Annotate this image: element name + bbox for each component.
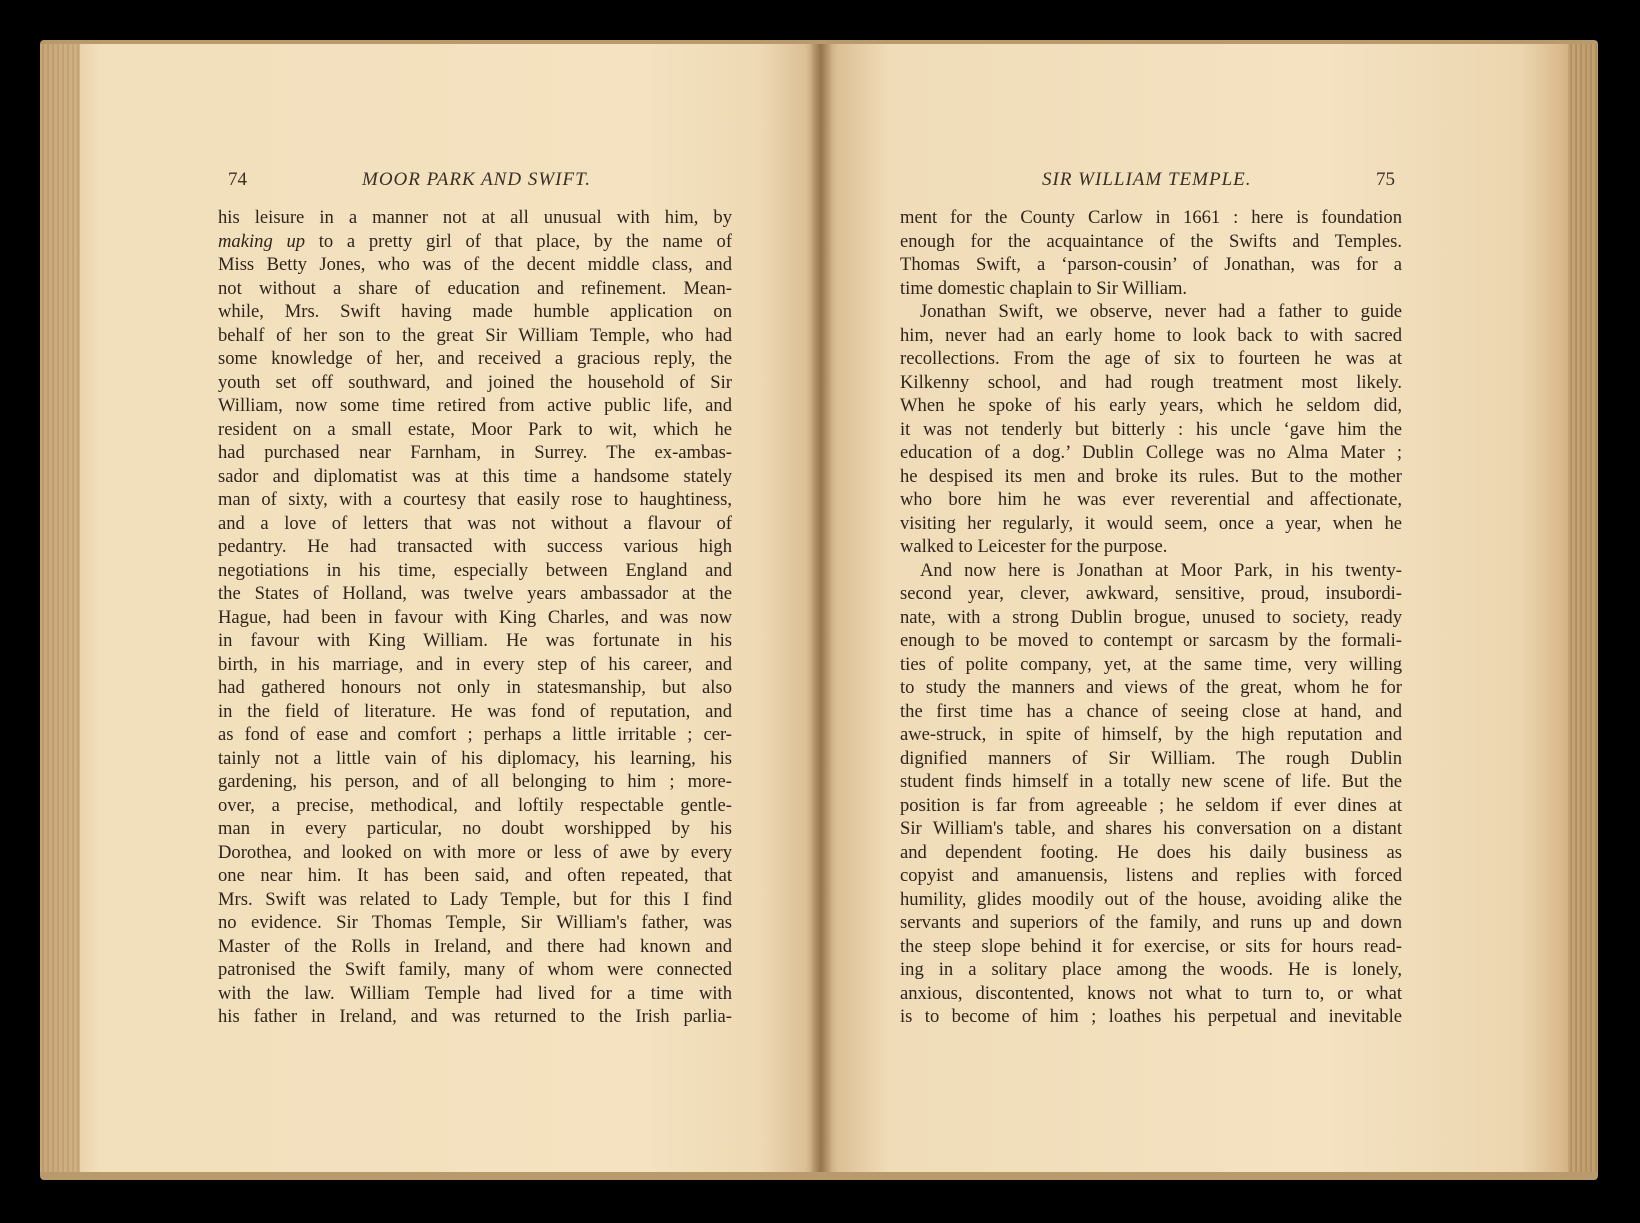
text-line: copyist and amanuensis, listens and replies with forced (900, 865, 1402, 886)
text-line: in the field of literature. He was fond of reputation, and (218, 700, 732, 722)
text-line: Dorothea, and looked on with more or less of awe by every (218, 841, 732, 863)
text-line: enough to be moved to contempt or sarcasm by the formali- (900, 630, 1402, 651)
text-line: man in every particular, no doubt worshipped by his (218, 818, 732, 839)
text-line: no evidence. Sir Thomas Temple, Sir William's father, was (218, 912, 732, 933)
text-line: servants and superiors of the family, and runs up and down (900, 912, 1402, 933)
page-edges-right (1568, 44, 1598, 1172)
text-line: tainly not a little vain of his diplomacy, his learning, his (218, 747, 732, 769)
right-page (820, 44, 1598, 1172)
text-line: walked to Leicester for the purpose. (900, 536, 1168, 557)
text-line: to study the manners and views of the great, whom he for (900, 677, 1402, 698)
text-line: patronised the Swift family, many of whom were connected (218, 959, 732, 980)
text-line: gardening, his person, and of all belonging to him ; more- (218, 771, 732, 792)
text-line: education of a dog.’ Dublin College was no Alma Mater ; (900, 442, 1402, 463)
text-line: and dependent footing. He does his daily business as (900, 841, 1402, 863)
text-line: some knowledge of her, and received a gracious reply, the (218, 348, 732, 369)
text-line: as fond of ease and comfort ; perhaps a little irritable ; cer- (218, 724, 732, 745)
book-gutter (810, 44, 832, 1172)
right-page-header (820, 169, 1598, 195)
page-number-right: 75 (1376, 169, 1395, 190)
text-line: Master of the Rolls in Ireland, and there had known and (218, 935, 732, 957)
text-line: enough for the acquaintance of the Swifts and Temples. (900, 230, 1402, 252)
text-line: And now here is Jonathan at Moor Park, in his twenty- (920, 559, 1402, 581)
text-line: pedantry. He had transacted with success various high (218, 536, 732, 557)
text-line: who bore him he was ever reverential and affectionate, (900, 489, 1402, 510)
text-line: nate, with a strong Dublin brogue, unused to society, ready (900, 606, 1402, 628)
text-line: the States of Holland, was twelve years ambassador at the (218, 583, 732, 604)
text-line: the first time has a chance of seeing close at hand, and (900, 700, 1402, 722)
text-line: he despised its men and broke its rules. But to the mother (900, 465, 1402, 487)
text-line: dignified manners of Sir William. The rough Dublin (900, 747, 1402, 769)
left-page-body (218, 206, 732, 1029)
text-line: position is far from agreeable ; he seldom if ever dines at (900, 794, 1402, 816)
text-line: humility, glides moodily out of the house, avoiding alike the (900, 888, 1402, 910)
page-number-left: 74 (228, 169, 247, 190)
text-line: Thomas Swift, a ‘parson-cousin’ of Jonathan, was for a (900, 254, 1402, 275)
page-edges-left (40, 44, 80, 1172)
text-line: student finds himself in a totally new scene of life. But the (900, 771, 1402, 792)
text-line: sador and diplomatist was at this time a handsome stately (218, 465, 732, 487)
text-line: it was not tenderly but bitterly : his uncle ‘gave him the (900, 418, 1402, 440)
text-line: Mrs. Swift was related to Lady Temple, but for this I find (218, 888, 732, 910)
text-line: making up to a pretty girl of that place, by the name of (218, 230, 732, 252)
text-line: not without a share of education and refinement. Mean- (218, 277, 732, 299)
text-line: and a love of letters that was not without a flavour of (218, 512, 732, 534)
right-page-body (900, 206, 1402, 1029)
text-line: visiting her regularly, it would seem, once a year, when he (900, 512, 1402, 534)
text-line: his father in Ireland, and was returned to the Irish parlia- (218, 1006, 732, 1027)
text-line: while, Mrs. Swift having made humble application on (218, 301, 732, 322)
text-line: anxious, discontented, knows not what to turn to, or what (900, 982, 1402, 1004)
text-line: Hague, had been in favour with King Charles, and was now (218, 606, 732, 628)
text-line: youth set off southward, and joined the household of Sir (218, 371, 732, 393)
text-line: negotiations in his time, especially between England and (218, 559, 732, 581)
text-line: William, now some time retired from active public life, and (218, 395, 732, 416)
text-line: time domestic chaplain to Sir William. (900, 277, 1188, 299)
text-line: ing in a solitary place among the woods. He is lonely, (900, 959, 1402, 980)
text-line: is to become of him ; loathes his perpetual and inevitable (900, 1006, 1402, 1027)
text-line: When he spoke of his early years, which he seldom did, (900, 395, 1402, 416)
text-line: with the law. William Temple had lived for a time with (218, 982, 732, 1004)
left-page (40, 44, 820, 1172)
running-head-right: SIR WILLIAM TEMPLE. (1042, 169, 1252, 190)
running-head-left: MOOR PARK AND SWIFT. (362, 169, 591, 190)
text-line: the steep slope behind it for exercise, or sits for hours read- (900, 935, 1402, 957)
text-line: ties of polite company, yet, at the same time, very willing (900, 653, 1402, 675)
open-book (40, 40, 1598, 1180)
text-line: behalf of her son to the great Sir William Temple, who had (218, 324, 732, 346)
text-line: over, a precise, methodical, and loftily respectable gentle- (218, 794, 732, 816)
text-line: Kilkenny school, and had rough treatment most likely. (900, 371, 1402, 393)
text-line: Sir William's table, and shares his conversation on a distant (900, 818, 1402, 839)
text-line: his leisure in a manner not at all unusual with him, by (218, 207, 732, 228)
text-line: Jonathan Swift, we observe, never had a father to guide (920, 301, 1402, 322)
left-page-header (40, 169, 820, 195)
text-line: had gathered honours not only in statesmanship, but also (218, 677, 732, 698)
text-line: man of sixty, with a courtesy that easily rose to haughtiness, (218, 489, 732, 510)
text-line: Miss Betty Jones, who was of the decent middle class, and (218, 254, 732, 275)
text-line: recollections. From the age of six to fourteen he was at (900, 348, 1402, 369)
text-line: in favour with King William. He was fortunate in his (218, 630, 732, 651)
text-line: one near him. It has been said, and often repeated, that (218, 865, 732, 886)
text-line: him, never had an early home to look back to with sacred (900, 324, 1402, 346)
text-line: awe-struck, in spite of himself, by the high reputation and (900, 724, 1402, 745)
text-line: resident on a small estate, Moor Park to wit, which he (218, 418, 732, 440)
text-line: had purchased near Farnham, in Surrey. The ex-ambas- (218, 442, 732, 463)
text-line: birth, in his marriage, and in every step of his career, and (218, 653, 732, 675)
text-line: ment for the County Carlow in 1661 : here is foundation (900, 207, 1402, 228)
text-line: second year, clever, awkward, sensitive, proud, insubordi- (900, 583, 1402, 604)
